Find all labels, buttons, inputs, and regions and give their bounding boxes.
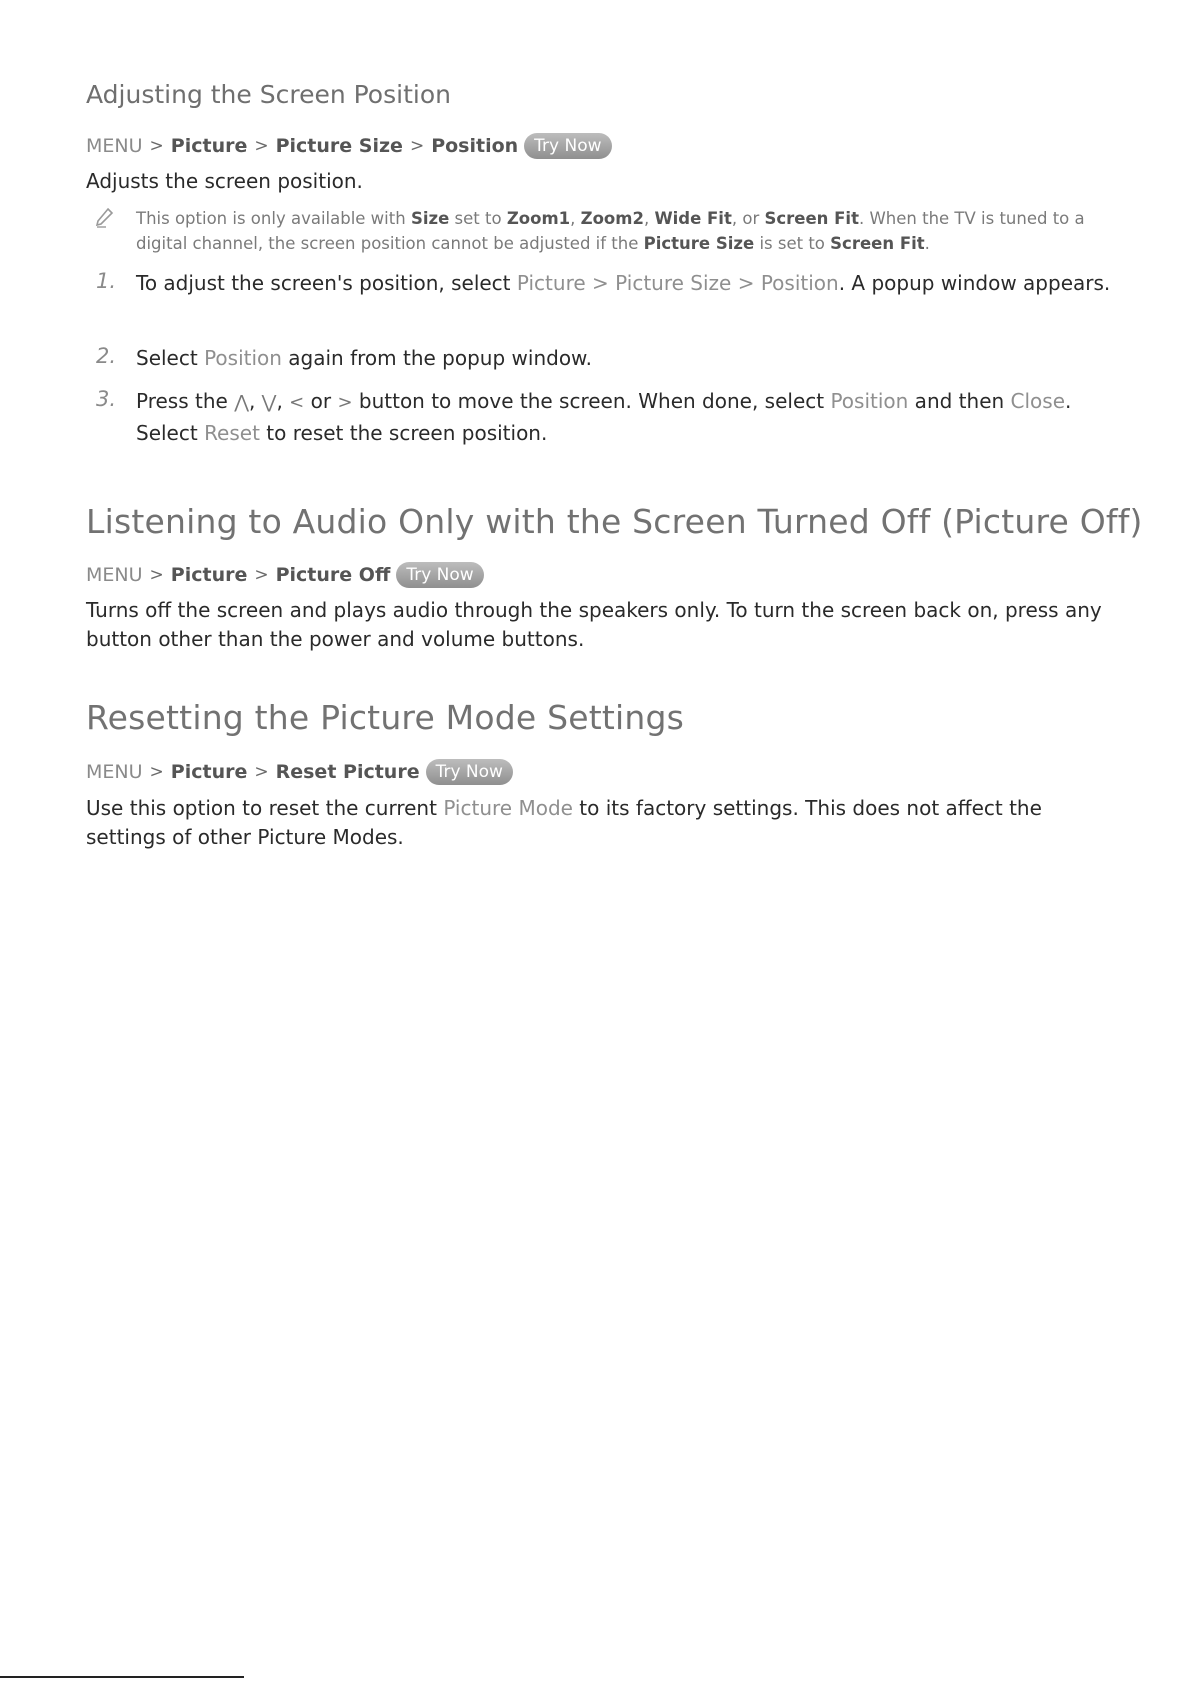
- step-text: [136, 386, 1116, 449]
- path-picture: Picture: [170, 761, 248, 783]
- section-description: Turns off the screen and plays audio through the speakers only. To turn the screen back on, press any button other than the power and volume buttons.: [86, 598, 1102, 651]
- step-highlight: Position: [204, 346, 282, 370]
- step-highlight: Position: [830, 389, 909, 413]
- step-segment: To adjust the screen's position, select: [136, 271, 517, 295]
- path-separator: >: [254, 762, 269, 782]
- path-separator: >: [409, 136, 425, 156]
- note-bold: Screen Fit: [830, 234, 925, 253]
- path-picture: Picture: [170, 564, 248, 586]
- desc-highlight: Picture Mode: [443, 796, 573, 820]
- menu-path: [86, 133, 612, 159]
- menu-path: [86, 562, 484, 588]
- path-picture-off: Picture Off: [275, 564, 391, 586]
- note-segment: . When the TV is tuned to a digital channel, the screen position cannot be adjusted if the: [136, 209, 1085, 253]
- step-segment: and then: [908, 389, 1011, 413]
- note-segment: This option is only available with: [136, 209, 411, 228]
- note-segment: ,: [643, 209, 655, 228]
- path-menu: MENU: [86, 564, 143, 586]
- step-segment: ,: [276, 389, 290, 413]
- step-number: 2.: [96, 344, 117, 368]
- left-arrow-icon: <: [289, 392, 305, 413]
- note-bold: Zoom1: [506, 209, 571, 228]
- step-highlight: Close: [1010, 389, 1066, 413]
- note-segment: is set to: [754, 234, 831, 253]
- section-heading: Resetting the Picture Mode Settings: [86, 698, 685, 737]
- note-segment: ,: [570, 209, 581, 228]
- up-arrow-icon: ⋀: [234, 392, 249, 413]
- note-text: [136, 206, 1096, 256]
- step-segment: . Select: [136, 389, 1072, 445]
- path-picture-size: Picture Size: [275, 135, 403, 157]
- section-description: Adjusts the screen position.: [86, 169, 363, 193]
- path-separator: >: [149, 136, 164, 156]
- step-number: 1.: [96, 269, 117, 293]
- step-highlight: Picture: [516, 271, 586, 295]
- path-separator: >: [254, 136, 269, 156]
- desc-segment: to its factory settings. This does not affect the settings of other Picture Modes.: [86, 796, 1042, 849]
- step-separator: >: [585, 271, 616, 295]
- path-reset-picture: Reset Picture: [275, 761, 420, 783]
- note-bold: Screen Fit: [764, 209, 859, 228]
- note-segment: , or: [731, 209, 765, 228]
- path-separator: >: [149, 762, 164, 782]
- step-segment: . A popup window appears.: [838, 271, 1111, 295]
- step-highlight: Picture Size: [615, 271, 732, 295]
- step-text: [136, 268, 1116, 299]
- path-separator: >: [149, 565, 164, 585]
- step-segment: again from the popup window.: [281, 346, 592, 370]
- step-segment: button to move the screen. When done, select: [352, 389, 831, 413]
- pencil-note-icon: [94, 207, 114, 229]
- section-heading: Listening to Audio Only with the Screen Turned Off (Picture Off): [86, 502, 1143, 541]
- step-highlight: Reset: [204, 421, 260, 445]
- path-position: Position: [431, 135, 519, 157]
- step-number: 3.: [96, 387, 117, 411]
- note-bold: Zoom2: [580, 209, 644, 228]
- step-segment: or: [304, 389, 338, 413]
- down-arrow-icon: ⋁: [261, 392, 277, 413]
- menu-path: [86, 759, 513, 785]
- path-menu: MENU: [86, 761, 143, 783]
- step-separator: >: [731, 271, 761, 295]
- footer-divider: [0, 1676, 244, 1678]
- note-bold: Wide Fit: [654, 209, 732, 228]
- note-segment: set to: [449, 209, 507, 228]
- section-heading: Adjusting the Screen Position: [86, 80, 451, 109]
- step-segment: ,: [248, 389, 262, 413]
- section-description: [86, 794, 1086, 852]
- try-now-button[interactable]: Try Now: [426, 759, 513, 785]
- try-now-button[interactable]: Try Now: [524, 133, 611, 159]
- note-bold: Picture Size: [643, 234, 755, 253]
- step-text: [136, 343, 1116, 374]
- desc-segment: Use this option to reset the current: [86, 796, 444, 820]
- note-bold: Size: [410, 209, 450, 228]
- note-segment: .: [924, 234, 930, 253]
- step-segment: Press the: [136, 389, 235, 413]
- right-arrow-icon: >: [337, 392, 353, 413]
- path-menu: MENU: [86, 135, 143, 157]
- path-separator: >: [254, 565, 269, 585]
- step-highlight: Position: [760, 271, 839, 295]
- step-segment: Select: [136, 346, 205, 370]
- step-segment: to reset the screen position.: [259, 421, 548, 445]
- try-now-button[interactable]: Try Now: [396, 562, 483, 588]
- path-picture: Picture: [170, 135, 248, 157]
